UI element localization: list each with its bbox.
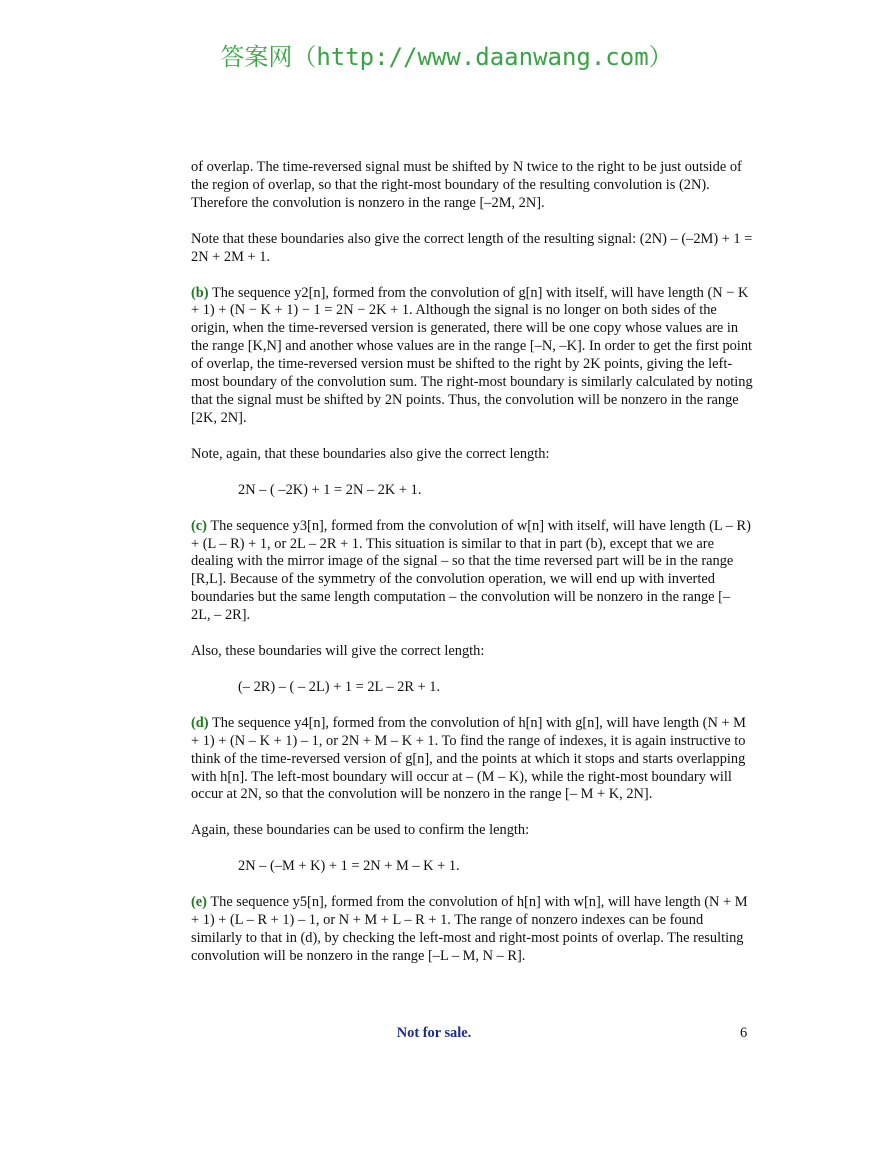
page-number: 6	[740, 1025, 748, 1041]
paragraph-length-note-b	[191, 446, 753, 464]
paragraph-text: The sequence y5[n], formed from the convolution of h[n] with w[n], will have length (N + M + 1) + (L – R + 1) – 1, or N + M + L – R + 1. The range of nonzero indexes can be found similarly to that in (d), by checking the left-most and right-most points of overlap. The resulting convolution will be nonzero in the range [–L – M, N – R].	[191, 894, 748, 964]
part-label-e: (e)	[191, 894, 207, 911]
equation-text: 2N – ( –2K) + 1 = 2N – 2K + 1.	[238, 481, 422, 498]
paragraph-text: Note, again, that these boundaries also give the correct length:	[191, 445, 550, 462]
paragraph-text: The sequence y3[n], formed from the convolution of w[n] with itself, will have length (L – R) + (L – R) + 1, or 2L – 2R + 1. This situation is similar to that in part (b), except that we are dealing with the mirror image of the signal – so that the time reversed part will be in the range [R,L]. Because of the symmetry of the convolution operation, we will end up with inverted boundaries but the same length computation – the convolution will be nonzero in the range [– 2L, – 2R].	[191, 517, 751, 624]
paragraph-length-note-c	[191, 643, 753, 661]
paragraph-part-e	[191, 894, 753, 966]
paragraph-part-b	[191, 285, 753, 428]
paragraph-part-c	[191, 518, 753, 625]
paragraph-length-note-d	[191, 822, 753, 840]
equation-text: 2N – (–M + K) + 1 = 2N + M – K + 1.	[238, 858, 460, 875]
equation-text: (– 2R) – ( – 2L) + 1 = 2L – 2R + 1.	[238, 678, 441, 695]
paragraph-overlap-intro	[191, 159, 753, 213]
part-label-b: (b)	[191, 284, 209, 301]
paragraph-part-d	[191, 715, 753, 805]
equation-d	[191, 858, 753, 876]
paragraph-text: Note that these boundaries also give the correct length of the resulting signal: (2N) – (–2M) + 1 = 2N + 2M + 1.	[191, 230, 753, 265]
paragraph-text: Again, these boundaries can be used to confirm the length:	[191, 822, 530, 839]
paragraph-text: The sequence y4[n], formed from the convolution of h[n] with g[n], will have length (N + M + 1) + (N – K + 1) – 1, or 2N + M – K + 1. To find the range of indexes, it is again instructive to think of the time-reversed version of g[n], and the points at which it stops and starts overlapping with h[n]. The left-most boundary will occur at – (M – K), while the right-most boundary will occur at 2N, so that the convolution will be nonzero in the range [– M + K, 2N].	[191, 714, 746, 803]
watermark-header: 答案网（http://www.daanwang.com）	[220, 43, 673, 71]
equation-b	[191, 482, 753, 500]
footer-not-for-sale: Not for sale.	[396, 1025, 472, 1041]
paragraph-text: The sequence y2[n], formed from the convolution of g[n] with itself, will have length (N − K + 1) + (N − K + 1) − 1 = 2N − 2K + 1. Although the signal is no longer on both sides of the origin, when the time-reversed version is generated, there will be one copy whose values are in the range [K,N] and another whose values are in the range [–N, –K]. In order to get the first point of overlap, the time-reversed version must be shifted to the right by 2K points, giving the left-most boundary of the convolution sum. The right-most boundary is similarly calculated by noting that the signal must be shifted by 2N points. Thus, the convolution will be nonzero in the range [2K, 2N].	[191, 284, 753, 426]
part-label-d: (d)	[191, 714, 209, 731]
paragraph-length-note	[191, 231, 753, 267]
paragraph-text: Also, these boundaries will give the correct length:	[191, 643, 485, 660]
paragraph-text: of overlap. The time-reversed signal must be shifted by N twice to the right to be just outside of the region of overlap, so that the right-most boundary of the resulting convolution is (2N). Therefore the convolution is nonzero in the range [–2M, 2N].	[191, 159, 742, 211]
part-label-c: (c)	[191, 517, 207, 534]
equation-c	[191, 679, 753, 697]
document-body	[191, 159, 753, 984]
